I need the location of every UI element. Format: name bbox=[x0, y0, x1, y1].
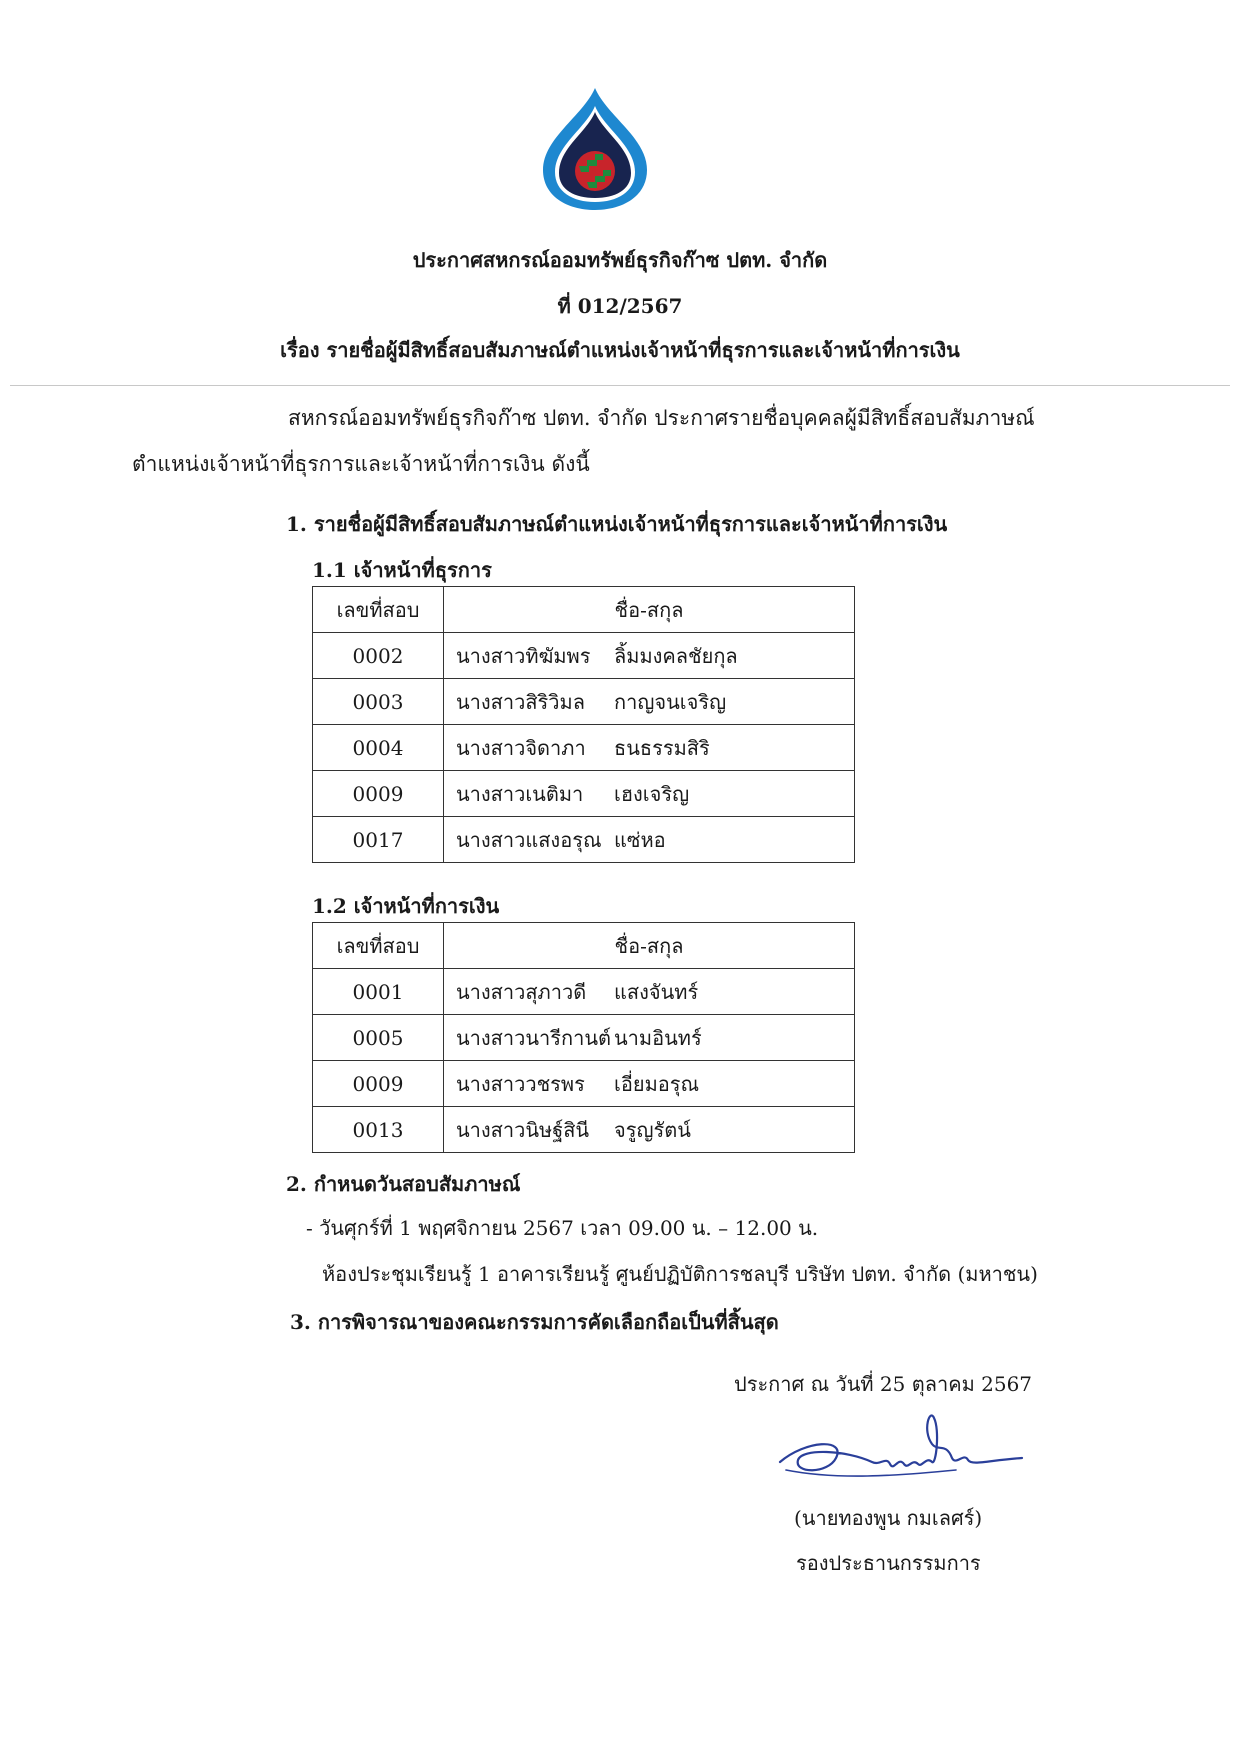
last-name: แสงจันทร์ bbox=[614, 979, 699, 1004]
full-name bbox=[444, 1061, 855, 1107]
first-name: นางสาวแสงอรุณ bbox=[456, 827, 602, 852]
section-2-title: 2. กำหนดวันสอบสัมภาษณ์ bbox=[286, 1172, 521, 1196]
exam-no: 0013 bbox=[313, 1107, 444, 1153]
table-row bbox=[313, 679, 855, 725]
table-row bbox=[313, 633, 855, 679]
first-name: นางสาวนิษฐ์สินี bbox=[456, 1117, 590, 1142]
first-name: นางสาวจิดาภา bbox=[456, 735, 586, 760]
first-name: นางสาววชรพร bbox=[456, 1071, 585, 1096]
exam-no: 0005 bbox=[313, 1015, 444, 1061]
full-name bbox=[444, 969, 855, 1015]
signer-name: (นายทองพูน กมเลศร์) bbox=[794, 1506, 983, 1530]
table-header-row bbox=[313, 923, 855, 969]
first-name: นางสาวเนติมา bbox=[456, 781, 584, 806]
table-row bbox=[313, 1015, 855, 1061]
exam-no: 0004 bbox=[313, 725, 444, 771]
header-full-name: ชื่อ-สกุล bbox=[444, 923, 855, 969]
table-row bbox=[313, 969, 855, 1015]
admin-candidates-table bbox=[312, 586, 855, 863]
last-name: นามอินทร์ bbox=[614, 1025, 702, 1050]
section-1-2-title: 1.2 เจ้าหน้าที่การเงิน bbox=[312, 894, 500, 918]
table-row bbox=[313, 817, 855, 863]
header-exam-no: เลขที่สอบ bbox=[313, 587, 444, 633]
announcement-number: ที่ 012/2567 bbox=[557, 294, 683, 318]
section-3-title: 3. การพิจารณาของคณะกรรมการคัดเลือกถือเป็นที่สิ้นสุด bbox=[290, 1310, 779, 1334]
table-row bbox=[313, 725, 855, 771]
first-name: นางสาวทิฆัมพร bbox=[456, 643, 591, 668]
last-name: ลิ้มมงคลชัยกุล bbox=[614, 643, 738, 668]
announcement-title: ประกาศสหกรณ์ออมทรัพย์ธุรกิจก๊าซ ปตท. จำกัด bbox=[412, 248, 828, 272]
last-name: กาญจนเจริญ bbox=[614, 689, 727, 714]
exam-no: 0009 bbox=[313, 771, 444, 817]
table-row bbox=[313, 1061, 855, 1107]
first-name: นางสาวสุภาวดี bbox=[456, 979, 587, 1004]
announcement-subject: เรื่อง รายชื่อผู้มีสิทธิ์สอบสัมภาษณ์ตำแหน่งเจ้าหน้าที่ธุรการและเจ้าหน้าที่การเงิน bbox=[280, 338, 960, 362]
full-name bbox=[444, 1015, 855, 1061]
full-name bbox=[444, 771, 855, 817]
finance-candidates-table bbox=[312, 922, 855, 1153]
last-name: เฮงเจริญ bbox=[614, 781, 690, 806]
full-name bbox=[444, 817, 855, 863]
section-1-title: 1. รายชื่อผู้มีสิทธิ์สอบสัมภาษณ์ตำแหน่งเจ้าหน้าที่ธุรการและเจ้าหน้าที่การเงิน bbox=[286, 512, 948, 536]
table-row bbox=[313, 771, 855, 817]
last-name: แซ่หอ bbox=[614, 827, 666, 852]
full-name bbox=[444, 725, 855, 771]
first-name: นางสาวนารีกานต์ bbox=[456, 1025, 611, 1050]
announce-date: ประกาศ ณ วันที่ 25 ตุลาคม 2567 bbox=[734, 1372, 1033, 1396]
intro-line-2: ตำแหน่งเจ้าหน้าที่ธุรการและเจ้าหน้าที่การเงิน ดังนี้ bbox=[132, 452, 590, 476]
full-name bbox=[444, 1107, 855, 1153]
header-divider bbox=[10, 385, 1230, 386]
header-full-name: ชื่อ-สกุล bbox=[444, 587, 855, 633]
exam-no: 0002 bbox=[313, 633, 444, 679]
exam-no: 0009 bbox=[313, 1061, 444, 1107]
droplet-logo-icon bbox=[535, 86, 655, 212]
intro-line-1: สหกรณ์ออมทรัพย์ธุรกิจก๊าซ ปตท. จำกัด ประกาศรายชื่อบุคคลผู้มีสิทธิ์สอบสัมภาษณ์ bbox=[288, 406, 1035, 430]
header-exam-no: เลขที่สอบ bbox=[313, 923, 444, 969]
signature-mark bbox=[776, 1400, 1026, 1500]
table-header-row bbox=[313, 587, 855, 633]
full-name bbox=[444, 633, 855, 679]
full-name bbox=[444, 679, 855, 725]
exam-no: 0001 bbox=[313, 969, 444, 1015]
interview-date: - วันศุกร์ที่ 1 พฤศจิกายน 2567 เวลา 09.00 น. – 12.00 น. bbox=[306, 1216, 819, 1240]
last-name: ธนธรรมสิริ bbox=[614, 735, 710, 760]
interview-location: ห้องประชุมเรียนรู้ 1 อาคารเรียนรู้ ศูนย์ปฏิบัติการชลบุรี บริษัท ปตท. จำกัด (มหาชน) bbox=[322, 1262, 1038, 1286]
last-name: จรูญรัตน์ bbox=[614, 1117, 691, 1142]
exam-no: 0017 bbox=[313, 817, 444, 863]
signer-position: รองประธานกรรมการ bbox=[796, 1551, 981, 1575]
exam-no: 0003 bbox=[313, 679, 444, 725]
first-name: นางสาวสิริวิมล bbox=[456, 689, 585, 714]
section-1-1-title: 1.1 เจ้าหน้าที่ธุรการ bbox=[312, 558, 492, 582]
table-row bbox=[313, 1107, 855, 1153]
last-name: เอี่ยมอรุณ bbox=[614, 1071, 700, 1096]
